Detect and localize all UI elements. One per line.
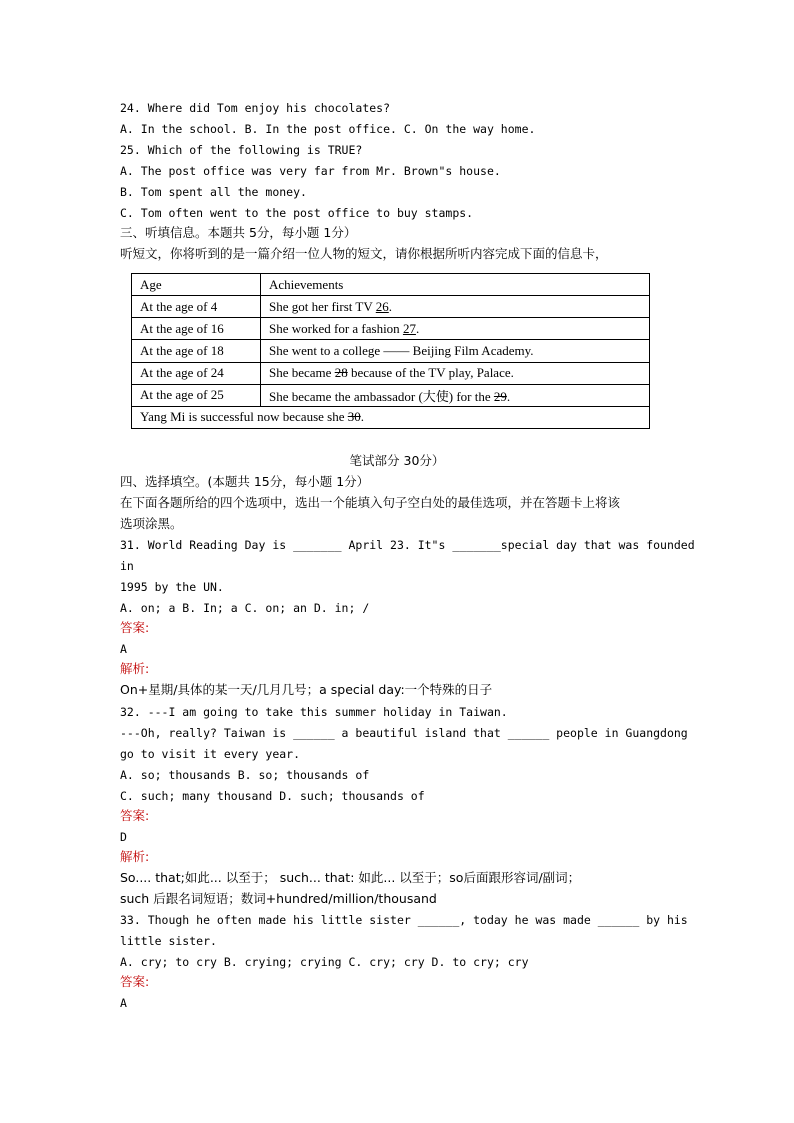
section-3-title: 三、听填信息。本题共 5分，每小题 1分） (120, 225, 357, 240)
achievement-cell: She got her first TV 26. (261, 296, 650, 318)
achievement-cell: She became 28 because of the TV play, Palace. (261, 362, 650, 384)
answer-label: 答案: (120, 620, 150, 635)
question-text-cont: in (120, 559, 134, 573)
question-text-cont: ---Oh, really? Taiwan is ______ a beautiful island that ______ people in Guangdong (120, 726, 688, 740)
age-cell: At the age of 4 (132, 296, 261, 318)
analysis-text: On+星期/具体的某一天/几月几号；a special day:一个特殊的日子 (120, 682, 493, 697)
header-age: Age (132, 274, 261, 296)
question-options: A. cry; to cry B. crying; crying C. cry; cry D. to cry; cry (120, 955, 529, 969)
section-4-instructions-cont: 选项涂黑。 (120, 516, 183, 531)
blank-26[interactable]: 26 (375, 298, 389, 314)
achievement-cell: She became the ambassador (大使) for the 29. (261, 384, 650, 406)
question-text-cont: little sister. (120, 934, 217, 948)
table-row (132, 296, 650, 318)
question-text: 32. ---I am going to take this summer holiday in Taiwan. (120, 705, 508, 719)
option-b: B. Tom spent all the money. (120, 185, 307, 199)
table-final-row (132, 406, 650, 428)
table-row (132, 362, 650, 384)
blank-30[interactable]: 30 (347, 409, 361, 425)
table-row (132, 340, 650, 362)
analysis-label: 解析: (120, 849, 150, 864)
table-row (132, 318, 650, 340)
age-cell: At the age of 18 (132, 340, 261, 362)
answer-value: D (120, 830, 127, 844)
question-options: A. In the school. B. In the post office. C. On the way home. (120, 122, 536, 136)
question-options-cont: C. such; many thousand D. such; thousands of (120, 789, 425, 803)
answer-value: A (120, 996, 127, 1010)
answer-label: 答案: (120, 974, 150, 989)
blank-27[interactable]: 27 (402, 320, 416, 336)
info-card-table (131, 273, 650, 429)
blank-29[interactable]: 29 (493, 388, 507, 404)
analysis-text-cont: such 后跟名词短语；数词+hundred/million/thousand (120, 891, 437, 906)
section-4-title: 四、选择填空。(本题共 15分，每小题 1分） (120, 474, 370, 489)
achievement-cell: She went to a college —— Beijing Film Academy. (261, 340, 650, 362)
option-c: C. Tom often went to the post office to buy stamps. (120, 206, 474, 220)
question-text-cont: 1995 by the UN. (120, 580, 224, 594)
analysis-text: So.... that;如此... 以至于； such... that: 如此... 以至于；so后面跟形容词/副词； (120, 870, 581, 885)
question-options: A. on; a B. In; a C. on; an D. in; / (120, 601, 370, 615)
question-text: 25. Which of the following is TRUE? (120, 143, 363, 157)
table-header-row (132, 274, 650, 296)
achievement-cell: She worked for a fashion 27. (261, 318, 650, 340)
blank-28[interactable]: 28 (334, 365, 348, 381)
age-cell: At the age of 24 (132, 362, 261, 384)
question-text: 31. World Reading Day is _______ April 23. It"s _______special day that was founded (120, 538, 695, 552)
final-cell: Yang Mi is successful now because she 30. (132, 406, 650, 428)
written-section-header: 笔试部分 30分） (349, 453, 445, 468)
clipped-line-cover (120, 265, 680, 272)
section-3-instructions: 听短文，你将听到的是一篇介绍一位人物的短文，请你根据所听内容完成下面的信息卡， (120, 246, 608, 261)
age-cell: At the age of 16 (132, 318, 261, 340)
option-a: A. The post office was very far from Mr. Brown"s house. (120, 164, 501, 178)
question-text: 24. Where did Tom enjoy his chocolates? (120, 101, 391, 115)
age-cell: At the age of 25 (132, 384, 261, 406)
header-achievements: Achievements (261, 274, 650, 296)
question-text: 33. Though he often made his little sister ______, today he was made ______ by his (120, 913, 688, 927)
question-text-cont: go to visit it every year. (120, 747, 301, 761)
table-row (132, 384, 650, 406)
answer-label: 答案: (120, 808, 150, 823)
question-options: A. so; thousands B. so; thousands of (120, 768, 370, 782)
analysis-label: 解析: (120, 661, 150, 676)
answer-value: A (120, 642, 127, 656)
section-4-instructions: 在下面各题所给的四个选项中，选出一个能填入句子空白处的最佳选项，并在答题卡上将该 (120, 495, 621, 510)
